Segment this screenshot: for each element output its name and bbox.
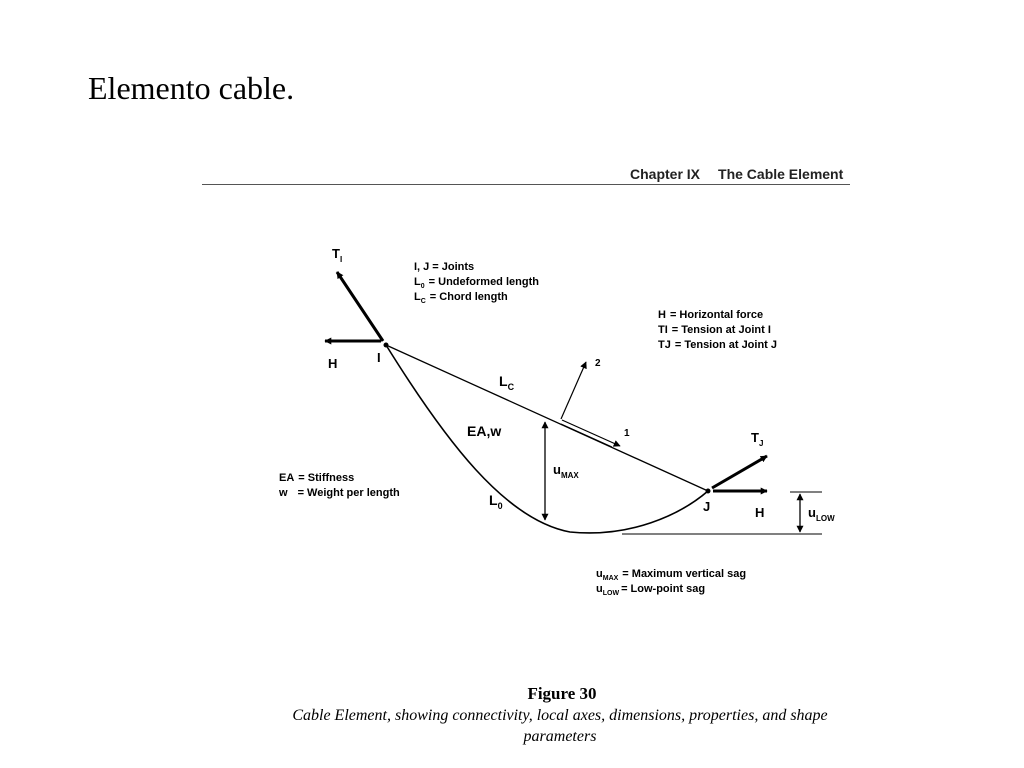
legend-ea-row: EA = Stiffness (279, 472, 355, 484)
legend-undeformed-row: $L_0$ = Undeformed length (414, 276, 539, 290)
tension-j-label: $T_J$ (751, 430, 764, 448)
legend-joints (414, 261, 539, 305)
axis-2-label: 2 (595, 358, 601, 369)
joint-j-dot (706, 489, 711, 494)
local-axis-2-arrow (561, 362, 586, 419)
legend-sag (596, 568, 746, 597)
legend-forces (658, 309, 777, 351)
tension-j-arrow (712, 456, 767, 488)
tension-i-label: $T_I$ (332, 246, 343, 264)
horizontal-force-j-label: H (755, 505, 765, 520)
legend-joints-row: I, J = Joints (414, 261, 475, 273)
legend-h-row: H = Horizontal force (658, 309, 764, 321)
tension-i-arrow (337, 272, 383, 341)
local-axis-1-arrow-shadow (561, 424, 612, 447)
figure-caption: Cable Element, showing connectivity, local axes, dimensions, properties, and shape parameters (292, 707, 828, 745)
cable-curve (386, 345, 711, 533)
undeformed-length-label: $L_0$ (489, 492, 503, 511)
local-axis-1-arrow (562, 420, 620, 446)
joint-j-label: J (703, 499, 711, 514)
figure-number: Figure 30 (527, 684, 597, 703)
ulow-label: $u_{LOW}$ (808, 505, 835, 523)
joint-i-label: I (377, 350, 381, 365)
section-label: The Cable Element (718, 166, 844, 182)
joint-i-dot (384, 343, 389, 348)
chapter-label: Chapter IX (630, 166, 701, 182)
legend-ti-row: TI = Tension at Joint I (658, 324, 771, 336)
axis-1-label: 1 (624, 428, 630, 439)
property-label: EA,w (467, 423, 502, 439)
legend-tj-row: TJ = Tension at Joint J (658, 339, 778, 351)
legend-properties (278, 472, 400, 499)
horizontal-force-i-label: H (328, 356, 338, 371)
chord-length-label: $L_C$ (499, 373, 515, 392)
legend-chord-row: $L_C$ = Chord length (414, 291, 508, 305)
legend-umax-row: $u_{MAX}$ = Maximum vertical sag (596, 568, 747, 582)
umax-label: $u_{MAX}$ (553, 462, 579, 480)
legend-ulow-row: $u_{LOW}$ = Low-point sag (596, 583, 706, 597)
legend-w-row: w = Weight per length (279, 487, 400, 499)
slide-title: Elemento cable. (88, 70, 295, 106)
